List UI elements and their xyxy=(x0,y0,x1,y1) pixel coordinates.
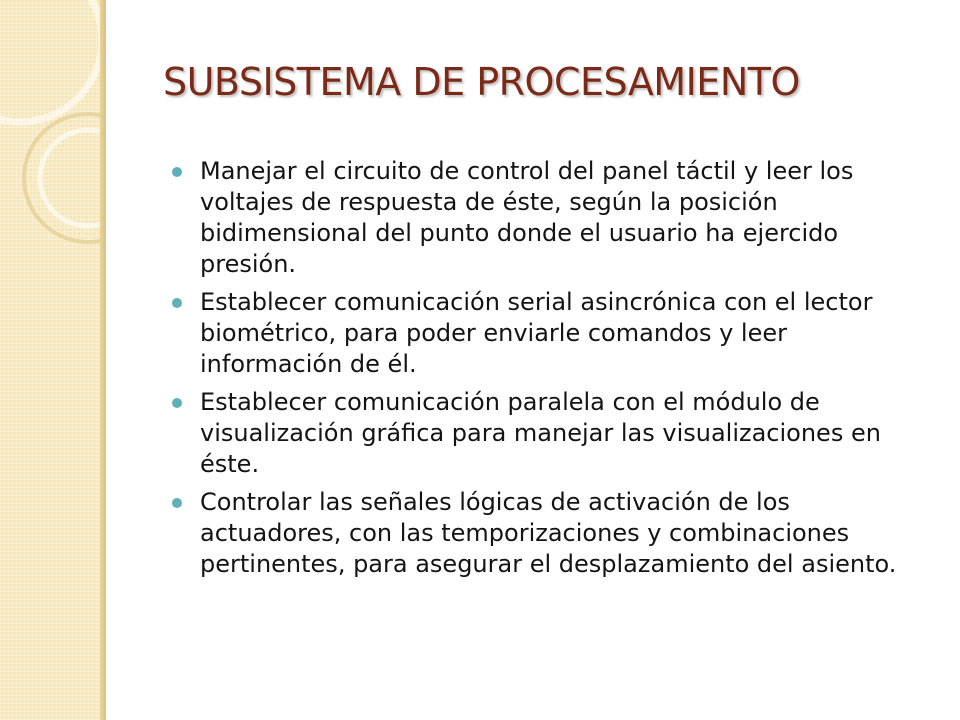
bullet-item xyxy=(172,156,912,280)
bullet-item xyxy=(172,387,912,480)
slide-title: SUBSISTEMA DE PROCESAMIENTO xyxy=(163,60,800,104)
bullet-text: Controlar las señales lógicas de activación de los actuadores, con las temporizaciones y combinaciones pertinentes, para asegurar el desplazamiento del asiento. xyxy=(200,488,897,578)
bullet-dot-icon xyxy=(172,298,182,308)
bullet-item xyxy=(172,287,912,380)
rings-decoration-icon xyxy=(0,0,106,720)
bullet-dot-icon xyxy=(172,167,182,177)
decorative-side-panel xyxy=(0,0,106,720)
bullet-item xyxy=(172,487,912,580)
bullet-dot-icon xyxy=(172,498,182,508)
side-panel-edge xyxy=(100,0,106,720)
bullet-text: Establecer comunicación serial asincrónica con el lector biométrico, para poder enviarle comandos y leer información de él. xyxy=(200,288,873,378)
bullet-text: Manejar el circuito de control del panel táctil y leer los voltajes de respuesta de éste, según la posición bidimensional del punto donde el usuario ha ejercido presión. xyxy=(200,157,854,278)
bullet-list xyxy=(172,156,912,587)
bullet-dot-icon xyxy=(172,398,182,408)
bullet-text: Establecer comunicación paralela con el módulo de visualización gráfica para manejar las visualizaciones en éste. xyxy=(200,388,881,478)
